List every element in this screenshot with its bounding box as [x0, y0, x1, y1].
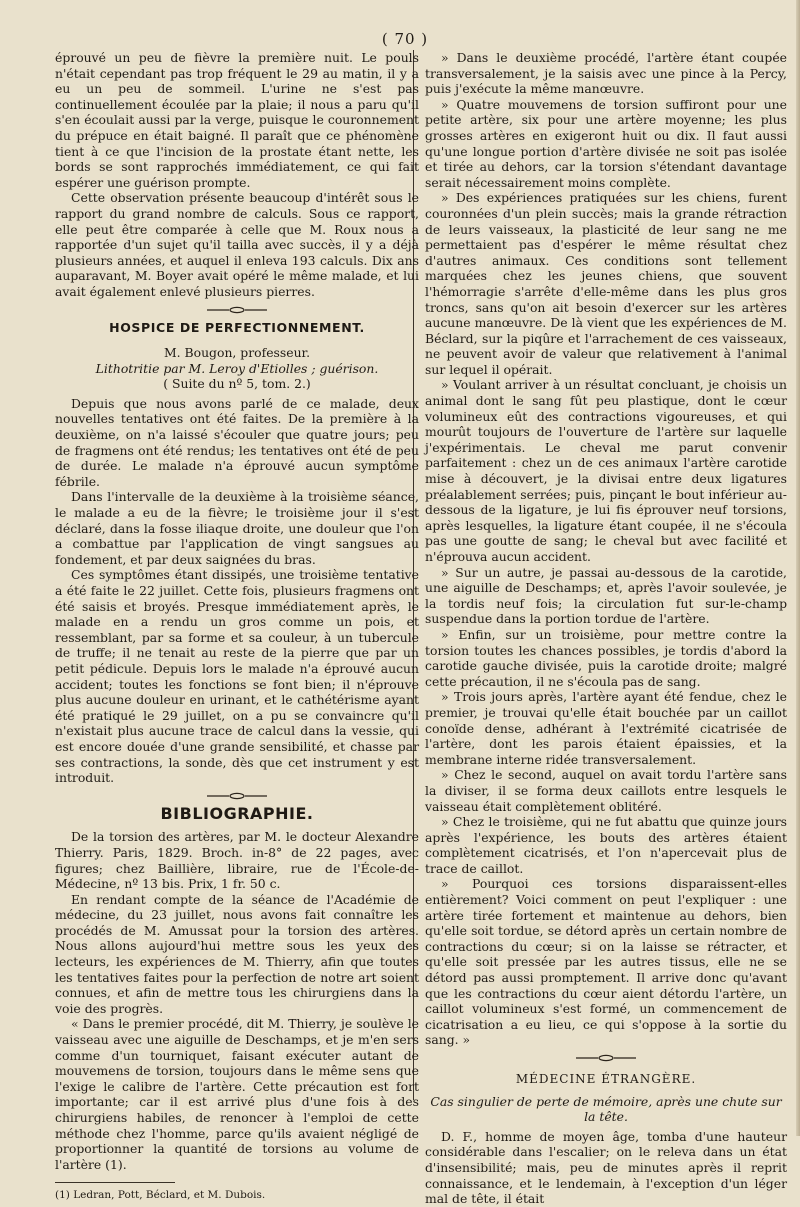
footnote-rule — [55, 1182, 175, 1183]
paragraph: « Dans le premier procédé, dit M. Thierry, je soulève le vaisseau avec une aiguille de Deschamps, et je m'en sers comme d'un tourniquet, faisant exécuter autant de mouvemens de torsion, toujours dans le même sens que l'exige le calibre de l'artère. Cette précaution est fort importante; car il est arrivé plus d'une fois à des chirurgiens habiles, de renoncer à l'emploi de cette méthode chez l'homme, parce qu'ils avaient négligé de proportionner la quantité de torsions au volume de l'artère (1). — [55, 1016, 419, 1172]
separator-ornament — [207, 792, 267, 800]
footnote: (1) Ledran, Pott, Béclard, et M. Dubois. — [55, 1189, 266, 1202]
paragraph: D. F., homme de moyen âge, tomba d'une hauteur considérable dans l'escalier; on le releva dans un état d'insensibilité; mais, peu de minutes après il reprit connaissance, et le lendemain, à l'exception d'un léger mal de tête, il était — [425, 1128, 787, 1207]
separator-ornament — [207, 306, 267, 314]
separator-ornament — [576, 1054, 636, 1062]
section-title-hospice: HOSPICE DE PERFECTIONNEMENT. — [109, 319, 365, 335]
paragraph: » Enfin, sur un troisième, pour mettre contre la torsion toutes les chances possibles, je tordis d'abord la carotide gauche divisée, puis la carotide droite; malgré cette précaution, il ne s'écoula pas de sang. — [425, 626, 787, 689]
paragraph: » Chez le second, auquel on avait tordu l'artère sans la diviser, il se forma deux caillots entre lesquels le vaisseau était complètement oblitéré. — [425, 767, 787, 814]
paragraph: Cette observation présente beaucoup d'intérêt sous le rapport du grand nombre de calculs. Sous ce rapport, elle peut être comparée à celle que M. Roux nous a rapportée d'un sujet qu'il tailla avec succès, il y a déjà plusieurs années, et auquel il enleva 193 calculs. Dix ans auparavant, M. Boyer avait opéré le même malade, et lui avait également enlevé plusieurs pierres. — [55, 190, 419, 299]
paragraph: Ces symptômes étant dissipés, une troisième tentative a été faite le 22 juillet. Cette fois, plusieurs fragmens ont été saisis et broyés. Presque immédiatement après, le malade en a rendu un gros comme un pois, et ressemblant, par sa forme et sa couleur, à un tubercule de truffe; il ne tenait au reste de la pierre que par un petit pédicule. Depuis lors le malade n'a éprouvé aucun accident; toutes les fonctions se font bien; il n'éprouve plus aucune douleur en urinant, et le cathétérisme ayant été pratiqué le 29 juillet, on a pu se convaincre qu'il n'existait plus aucune trace de calcul dans la vessie, qui est encore douée d'une grande sensibilité, et chasse par ses contractions, la sonde, dès que cet instrument y est introduit. — [55, 567, 419, 786]
page-number: ( 70 ) — [381, 30, 429, 48]
paragraph: » Dans le deuxième procédé, l'artère étant coupée transversalement, je la saisis avec une pince à la Percy, puis j'exécute la même manœuvre. — [425, 50, 787, 97]
professor-name: M. Bougon, professeur. — [163, 345, 311, 361]
paragraph: éprouvé un peu de fièvre la première nuit. Le pouls n'était cependant pas trop fréquent le 29 au matin, il y a eu un peu de sommeil. L'urine ne s'est pas continuellement écoulée par la plaie; il nous a paru qu'il s'en écoulait aussi par la verge, puisque le couronnement du prépuce en était baigné. Il paraît que ce phénomène tient à ce que l'incision de la prostate étant nette, les bords se sont rapprochés immédiatement, ce qui fait espérer une guérison prompte. — [55, 50, 419, 190]
bibliographic-reference: De la torsion des artères, par M. le docteur Alexandre Thierry. Paris, 1829. Broch. in-8° de 22 pages, avec figures; chez Baillière, libraire, rue de l'École-de-Médecine, nº 13 bis. Prix, 1 fr. 50 c. — [55, 829, 419, 892]
case-title: Cas singulier de perte de mémoire, après une chute sur la tête. — [430, 1093, 782, 1125]
paragraph: Depuis que nous avons parlé de ce malade, deux nouvelles tentatives ont été faites. De la première à la deuxième, on n'a laissé s'écouler que quatre jours; peu de fragmens ont été rendus; les tentatives ont été de peu de durée. Le malade n'a éprouvé aucun symptôme fébrile. — [55, 395, 419, 489]
paragraph: Dans l'intervalle de la deuxième à la troisième séance, le malade a eu de la fièvre; le troisième jour il s'est déclaré, dans la fosse iliaque droite, une douleur que l'on a combattue par l'application de vingt sangsues au fondement, et par deux saignées du bras. — [55, 489, 419, 567]
paragraph: » Chez le troisième, qui ne fut abattu que quinze jours après l'expérience, les bouts des artères étaient complètement cicatrisés, et l'on n'apercevait plus de trace de caillot. — [425, 814, 787, 876]
continuation-note: ( Suite du nº 5, tom. 2.) — [163, 376, 311, 392]
paragraph: » Pourquoi ces torsions disparaissent-elles entièrement? Voici comment on peut l'expliquer : une artère tirée fortement et maintenue au dehors, bien qu'elle soit tordue, se détord après un certain nombre de contractions du cœur; si on la laisse se rétracter, et qu'elle soit pressée par les autres tissus, elle ne se détord pas aussi promptement. Il arrive donc qu'avant que les contractions du cœur aient détordu l'artère, un caillot volumineux s'est formé, un commencement de cicatrisation a eu lieu, ce qui s'oppose à la sortie du sang. » — [425, 876, 787, 1048]
paragraph: » Trois jours après, l'artère ayant été fendue, chez le premier, je trouvai qu'elle était bouchée par un caillot conoïde dense, adhérant à l'extrémité cicatrisée de l'artère, dont les parois étaient épaissies, et la membrane interne ridée transversalement. — [425, 689, 787, 767]
right-column — [425, 50, 787, 1207]
paragraph: » Voulant arriver à un résultat concluant, je choisis un animal dont le sang fût peu plastique, dont le cœur volumineux eût des contractions vigoureuses, et qui mourût toujours de l'ouverture de l'artère sur laquelle j'expérimentais. Le cheval me parut convenir parfaitement : chez un de ces animaux l'artère carotide mise à découvert, je la divisai entre deux ligatures préalablement serrées; puis, pinçant le bout inférieur au-dessous de la ligature, je lui fis éprouver neuf torsions, après lesquelles, la ligature étant coupée, il ne s'écoula pas une goutte de sang; le cheval but avec facilité et n'éprouva aucun accident. — [425, 377, 787, 564]
section-title-bibliographie: BIBLIOGRAPHIE. — [160, 803, 314, 823]
paragraph: En rendant compte de la séance de l'Académie de médecine, du 23 juillet, nous avons fait connaître les procédés de M. Amussat pour la torsion des artères. Nous allons aujourd'hui mettre sous les yeux des lecteurs, les expériences de M. Thierry, afin que toutes les tentatives faites pour la perfection de notre art soient connues, et afin de mettre tous les chirurgiens dans la voie des progrès. — [55, 891, 419, 1016]
paragraph: » Quatre mouvemens de torsion suffiront pour une petite artère, six pour une artère moyenne; les plus grosses artères en exigeront huit ou dix. Il faut aussi qu'une longue portion d'artère divisée ne soit pas isolée et tirée au dehors, car la torsion s'étendant davantage serait nécessairement moins complète. — [425, 96, 787, 190]
paragraph: » Des expériences pratiquées sur les chiens, furent couronnées d'un plein succès; mais la grande rétraction de leurs vaisseaux, la plasticité de leur sang ne me permettaient pas d'espérer le même résultat chez d'autres animaux. Ces conditions sont tellement marquées chez les jeunes chiens, que souvent l'hémorragie s'arrête d'elle-même dans les plus gros troncs, sans qu'on ait besoin d'exercer sur les artères aucune manœuvre. De là vient que les expériences de M. Béclard, sur la piqûre et l'arrachement de ces vaisseaux, ne peuvent avoir de valeur que relativement à l'animal sur lequel il opérait. — [425, 190, 787, 377]
section-title-medecine: MÉDECINE ÉTRANGÈRE. — [515, 1072, 697, 1086]
left-column — [55, 50, 419, 1202]
page-edge — [796, 0, 800, 1136]
case-title: Lithotritie par M. Leroy d'Etiolles ; guérison. — [95, 360, 379, 376]
paragraph: » Sur un autre, je passai au-dessous de la carotide, une aiguille de Deschamps; et, après l'avoir soulevée, je la tordis neuf fois; la circulation fut sur-le-champ suspendue dans la portion tordue de l'artère. — [425, 564, 787, 627]
